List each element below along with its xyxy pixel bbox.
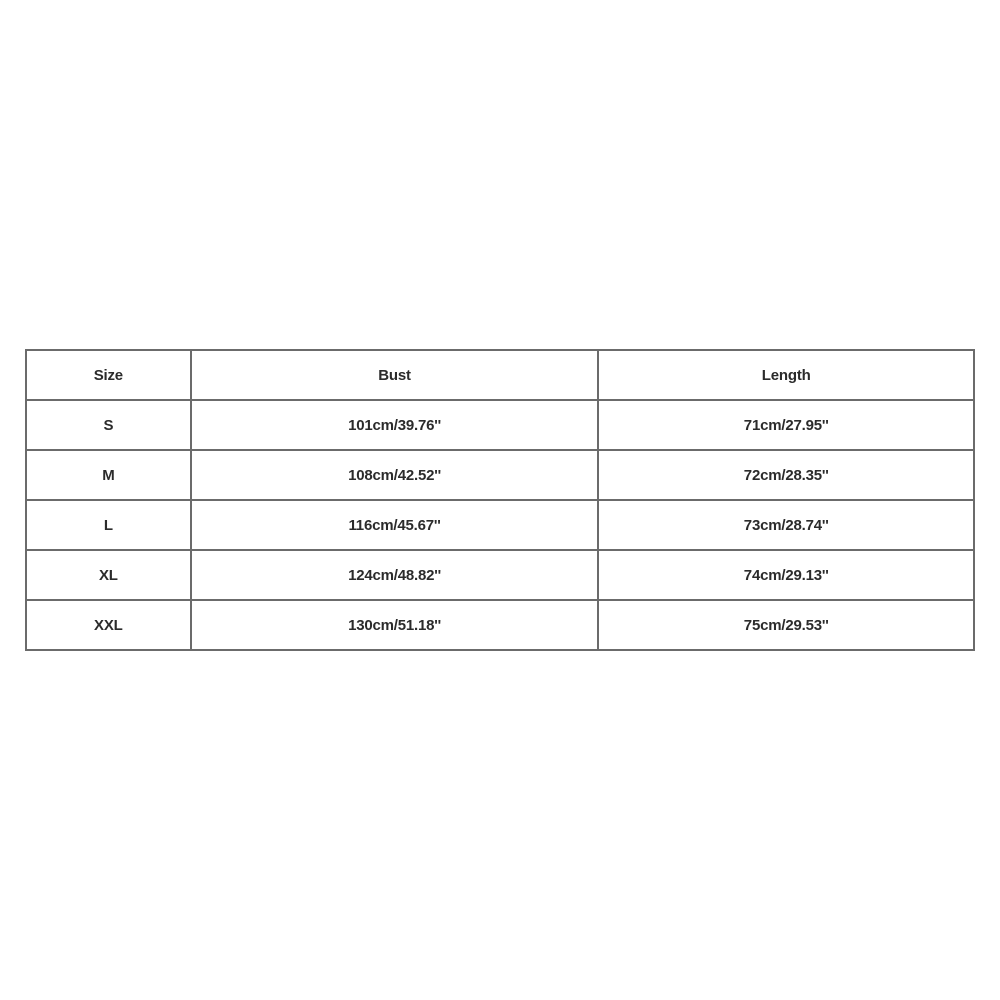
size-cell: L	[26, 500, 191, 550]
table-header-row	[26, 350, 974, 400]
table-row	[26, 400, 974, 450]
bust-cell: 108cm/42.52''	[191, 450, 599, 500]
length-cell: 75cm/29.53''	[598, 600, 974, 650]
length-cell: 74cm/29.13''	[598, 550, 974, 600]
table-row	[26, 500, 974, 550]
bust-cell: 124cm/48.82''	[191, 550, 599, 600]
size-cell: S	[26, 400, 191, 450]
bust-cell: 116cm/45.67''	[191, 500, 599, 550]
table-row	[26, 550, 974, 600]
header-length: Length	[598, 350, 974, 400]
bust-cell: 101cm/39.76''	[191, 400, 599, 450]
size-chart-table	[25, 349, 975, 651]
size-cell: M	[26, 450, 191, 500]
table-row	[26, 600, 974, 650]
length-cell: 71cm/27.95''	[598, 400, 974, 450]
size-cell: XL	[26, 550, 191, 600]
size-cell: XXL	[26, 600, 191, 650]
table-row	[26, 450, 974, 500]
header-bust: Bust	[191, 350, 599, 400]
length-cell: 73cm/28.74''	[598, 500, 974, 550]
bust-cell: 130cm/51.18''	[191, 600, 599, 650]
header-size: Size	[26, 350, 191, 400]
length-cell: 72cm/28.35''	[598, 450, 974, 500]
